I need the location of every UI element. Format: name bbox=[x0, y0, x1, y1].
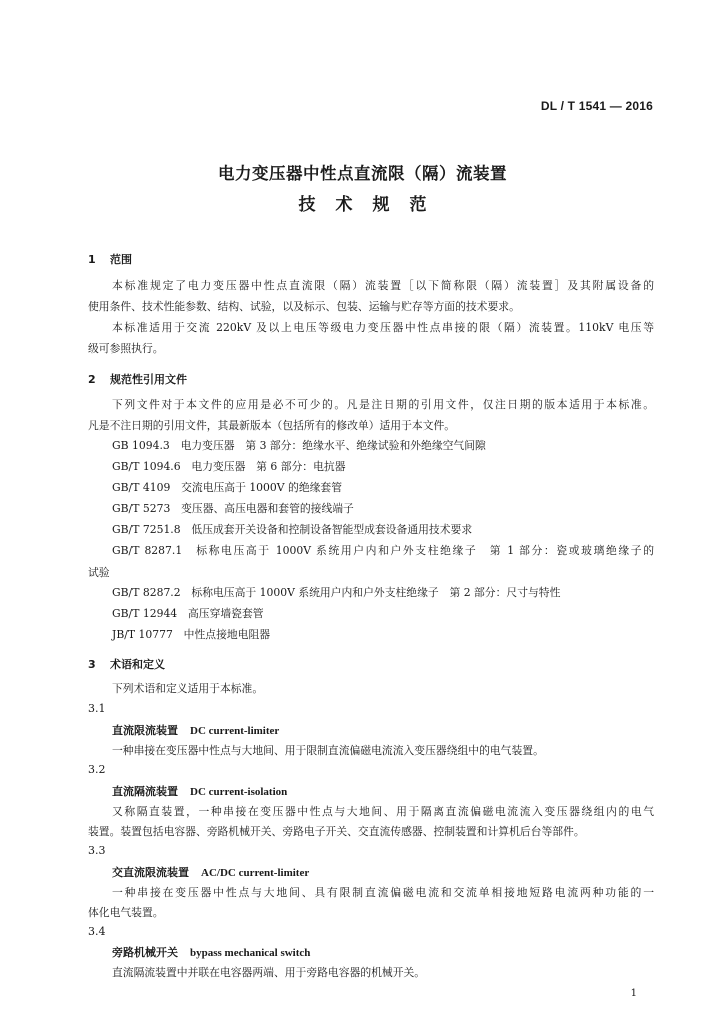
document-title: 电力变压器中性点直流限（隔）流装置 bbox=[218, 164, 507, 183]
term-title: 直流限流装置 DC current-limiter bbox=[112, 724, 280, 737]
term-number: 3.3 bbox=[88, 844, 106, 857]
s1-paragraph-line: 使用条件、技术性能参数、结构、试验，以及标示、包装、运输与贮存等方面的技术要求。 bbox=[88, 300, 520, 313]
page-number: 1 bbox=[630, 988, 637, 999]
standard-number: DL / T 1541 — 2016 bbox=[540, 99, 653, 113]
term-definition: 又称隔直装置，一种串接在变压器中性点与大地间、用于隔离直流偏磁电流流入变压器绕组内的电气 bbox=[112, 805, 654, 818]
term-number: 3.1 bbox=[88, 702, 106, 715]
reference-item-continuation: 试验 bbox=[88, 566, 110, 579]
term-title: 交直流限流装置 AC/DC current-limiter bbox=[112, 866, 310, 879]
section-3-heading: 3 术语和定义 bbox=[88, 658, 165, 671]
section-1-heading: 1 范围 bbox=[88, 253, 132, 266]
term-definition: 一种串接在变压器中性点与大地间、具有限制直流偏磁电流和交流单相接地短路电流两种功能的一 bbox=[112, 886, 654, 899]
reference-item: GB/T 7251.8 低压成套开关设备和控制设备智能型成套设备通用技术要求 bbox=[112, 523, 473, 536]
s1-paragraph-line: 本标准适用于交流 220kV 及以上电压等级电力变压器中性点串接的限（隔）流装置。110kV 电压等 bbox=[112, 321, 654, 334]
section-2-heading: 2 规范性引用文件 bbox=[88, 373, 187, 386]
term-definition: 装置。装置包括电容器、旁路机械开关、旁路电子开关、交直流传感器、控制装置和计算机后台等部件。 bbox=[88, 825, 585, 838]
term-definition: 一种串接在变压器中性点与大地间、用于限制直流偏磁电流流入变压器绕组中的电气装置。 bbox=[112, 744, 544, 757]
s1-paragraph-line: 级可参照执行。 bbox=[88, 342, 164, 355]
s2-paragraph-line: 下列文件对于本文件的应用是必不可少的。凡是注日期的引用文件，仅注日期的版本适用于本标准。 bbox=[112, 398, 654, 411]
reference-item: GB/T 5273 变压器、高压电器和套管的接线端子 bbox=[112, 502, 354, 515]
s1-paragraph-line: 本标准规定了电力变压器中性点直流限（隔）流装置［以下简称限（隔）流装置］及其附属设备的 bbox=[112, 279, 654, 292]
reference-item: GB/T 1094.6 电力变压器 第 6 部分：电抗器 bbox=[112, 460, 346, 473]
term-title: 直流隔流装置 DC current-isolation bbox=[112, 785, 288, 798]
reference-item: GB/T 4109 交流电压高于 1000V 的绝缘套管 bbox=[112, 481, 343, 494]
reference-item: GB/T 12944 高压穿墙瓷套管 bbox=[112, 607, 264, 620]
reference-item: GB/T 8287.2 标称电压高于 1000V 系统用户内和户外支柱绝缘子 第 2 部分：尺寸与特性 bbox=[112, 586, 561, 599]
reference-item: JB/T 10777 中性点接地电阻器 bbox=[112, 628, 271, 641]
s2-paragraph-line: 凡是不注日期的引用文件，其最新版本（包括所有的修改单）适用于本文件。 bbox=[88, 419, 456, 432]
term-title: 旁路机械开关 bypass mechanical switch bbox=[112, 946, 311, 959]
term-definition: 直流隔流装置中并联在电容器两端、用于旁路电容器的机械开关。 bbox=[112, 966, 426, 979]
term-number: 3.4 bbox=[88, 925, 106, 938]
document-subtitle: 技术规范 bbox=[298, 195, 447, 215]
term-definition: 体化电气装置。 bbox=[88, 906, 164, 919]
term-number: 3.2 bbox=[88, 763, 106, 776]
reference-item: GB 1094.3 电力变压器 第 3 部分：绝缘水平、绝缘试验和外绝缘空气间隙 bbox=[112, 439, 486, 452]
reference-item: GB/T 8287.1 标称电压高于 1000V 系统用户内和户外支柱绝缘子 第 1 部分：瓷或玻璃绝缘子的 bbox=[112, 544, 654, 557]
s3-intro: 下列术语和定义适用于本标准。 bbox=[112, 682, 264, 695]
